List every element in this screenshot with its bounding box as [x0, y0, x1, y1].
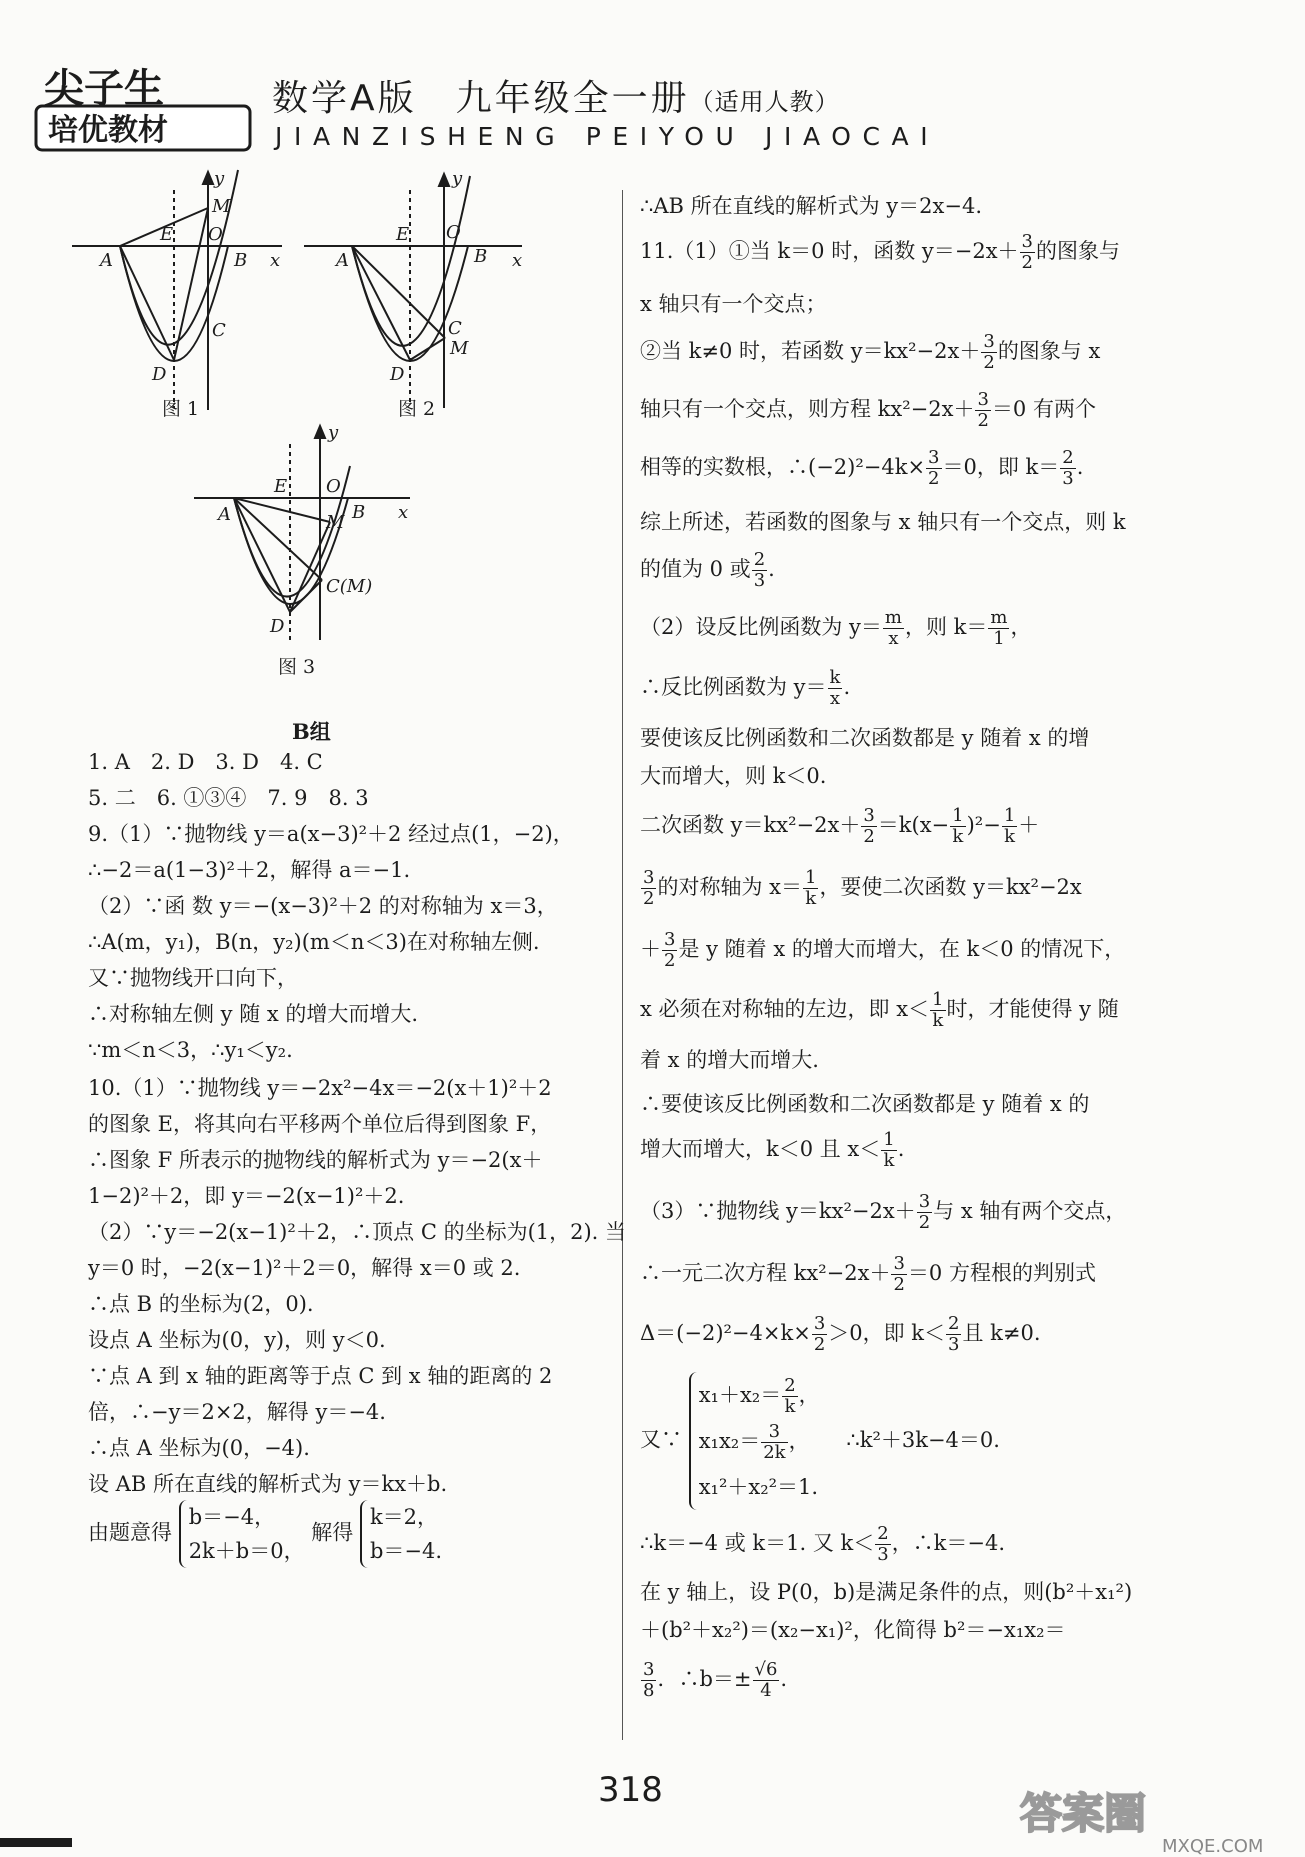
figures — [0, 0, 640, 700]
answer-line: ∴−2＝a(1−3)²＋2，解得 a＝−1. — [88, 858, 411, 882]
corner-mark — [0, 1838, 72, 1847]
fig2-DM — [410, 338, 445, 360]
watermark-url: MXQE.COM — [1162, 1836, 1264, 1856]
logo-bottom-text: 培优教材 — [48, 113, 168, 148]
answer-line: 相等的实数根，∴(−2)²−4k× $\frac{3}{2}$ ＝0，即 k＝ $\frac{2}{3}$ . — [640, 447, 1084, 489]
fig3-label-y: y — [328, 422, 339, 443]
fig1-label-O: O — [208, 224, 223, 245]
answer-line: $\frac{3}{2}$ 的对称轴为 x＝ $\frac{1}{k}$ ，要使二次函数 y＝kx²−2x — [643, 867, 1082, 909]
answer-line: 设点 A 坐标为(0，y)，则 y＜0. — [88, 1328, 386, 1352]
vieta-system-line: 又∵ x₁＋x₂＝ $\frac{2}{k}$ ， x₁x₂＝ $\frac{3}{2k}$ ， x₁²＋x₂²＝1. ∴k²＋3k−4＝0. — [640, 1372, 1000, 1510]
fig3-label-E: E — [274, 476, 288, 497]
fig2-label-M: M — [450, 338, 469, 359]
answer-line: ＋ $\frac{3}{2}$ 是 y 随着 x 的增大而增大，在 k＜0 的情况下， — [640, 929, 1126, 971]
fig2-label-B: B — [474, 246, 488, 267]
fig3-y-arrow — [315, 426, 325, 438]
fig3-AM — [234, 498, 330, 522]
fig1-label-C: C — [212, 320, 226, 341]
fig2-label-x: x — [512, 250, 523, 271]
answer-line: （3）∵抛物线 y＝kx²−2x＋ $\frac{3}{2}$ 与 x 轴有两个交点， — [640, 1191, 1127, 1233]
fig3-label-x: x — [398, 502, 409, 523]
fig2-label-y: y — [452, 168, 463, 189]
answer-line: y＝0 时，−2(x−1)²＋2＝0，解得 x＝0 或 2. — [88, 1256, 521, 1280]
equation-system: b＝−4， 2k＋b＝0， — [179, 1500, 305, 1568]
answer-line: $\frac{3}{8}$ ．∴b＝± $\frac{√6}{4}$ . — [643, 1659, 788, 1701]
answer-line: ∴对称轴左侧 y 随 x 的增大而增大. — [88, 1002, 419, 1026]
answer-line: 1−2)²＋2，即 y＝−2(x−1)²＋2. — [88, 1184, 405, 1208]
solution-system: k＝2， b＝−4. — [360, 1500, 442, 1568]
answer-line: 又∵抛物线开口向下， — [88, 966, 298, 990]
answer-line: 增大而增大，k＜0 且 x＜ $\frac{1}{k}$ . — [640, 1129, 905, 1171]
figure-1 — [72, 170, 282, 410]
answer-line: （2）设反比例函数为 y＝ $\frac{m}{x}$ ，则 k＝ $\frac{m}{1}$ ， — [640, 607, 1032, 649]
answer-line: 5. 二 6. ①③④ 7. 9 8. 3 — [88, 786, 369, 810]
answer-line: 的图象 E，将其向右平移两个单位后得到图象 F， — [88, 1112, 552, 1136]
fig2-label-D: D — [390, 364, 405, 385]
answer-line: 10.（1）∵抛物线 y＝−2x²−4x＝−2(x＋1)²＋2 — [88, 1076, 552, 1100]
fig3-caption: 图 3 — [278, 656, 316, 678]
answer-line: ∴k＝−4 或 k＝1. 又 k＜ $\frac{2}{3}$ ，∴k＝−4. — [640, 1523, 1006, 1565]
fig1-DM — [174, 208, 208, 360]
fig2-AD — [352, 246, 410, 360]
figure-2 — [304, 174, 522, 408]
column-divider — [622, 190, 623, 1740]
answer-line: 的值为 0 或 $\frac{2}{3}$ . — [640, 549, 775, 591]
answer-line: ＋(b²＋x₂²)＝(x₂−x₁)²，化简得 b²＝−x₁x₂＝ — [640, 1618, 1066, 1642]
logo-top-text: 尖子生 — [44, 66, 164, 112]
answer-line: 9.（1）∵抛物线 y＝a(x−3)²＋2 经过点(1，−2)， — [88, 822, 574, 846]
watermark — [1012, 1784, 1298, 1856]
answer-line: ∴要使该反比例函数和二次函数都是 y 随着 x 的 — [640, 1092, 1090, 1116]
answer-line: ②当 k≠0 时，若函数 y＝kx²−2x＋ $\frac{3}{2}$ 的图象与 x — [640, 331, 1101, 373]
answer-line: 要使该反比例函数和二次函数都是 y 随着 x 的增 — [640, 726, 1090, 750]
fig1-AD — [120, 246, 174, 360]
answer-line: 11.（1）①当 k＝0 时，函数 y＝−2x＋ $\frac{3}{2}$ 的图象与 — [640, 231, 1120, 273]
answer-line: ∴图象 F 所表示的抛物线的解析式为 y＝−2(x＋ — [88, 1148, 543, 1172]
book-pinyin: JIANZISHENG PEIYOU JIAOCAI — [275, 122, 940, 151]
answer-line: 1. A 2. D 3. D 4. C — [88, 750, 323, 774]
fig1-label-B: B — [234, 250, 248, 271]
answer-line: ∴点 A 坐标为(0，−4). — [88, 1436, 310, 1460]
answer-line: ∴AB 所在直线的解析式为 y＝2x−4. — [640, 194, 983, 218]
answer-line: 大而增大，则 k＜0. — [640, 764, 827, 788]
fig2-label-A: A — [336, 250, 349, 271]
fig3-label-M: M — [326, 512, 345, 533]
answer-line: 在 y 轴上，设 P(0，b)是满足条件的点，则(b²＋x₁²) — [640, 1580, 1133, 1604]
answer-line: 倍，∴−y＝2×2，解得 y＝−4. — [88, 1400, 386, 1424]
fig1-caption: 图 1 — [162, 398, 200, 420]
answer-line: Δ＝(−2)²−4×k× $\frac{3}{2}$ ＞0，即 k＜ $\frac{2}{3}$ 且 k≠0. — [640, 1313, 1041, 1355]
answer-line: 着 x 的增大而增大. — [640, 1048, 819, 1072]
fig2-y-arrow — [439, 174, 449, 186]
fig2-label-O: O — [446, 222, 461, 243]
answer-line: x 轴只有一个交点； — [640, 292, 827, 316]
answer-line: ∴点 B 的坐标为(2，0). — [88, 1292, 314, 1316]
equation-system-line: 由题意得 b＝−4， 2k＋b＝0， 解得 k＝2， b＝−4. — [88, 1500, 442, 1568]
answer-line: （2）∵y＝−2(x−1)²＋2，∴顶点 C 的坐标为(1，2). 当 — [88, 1220, 627, 1244]
fig3-label-O: O — [326, 476, 341, 497]
fig3-label-D: D — [270, 616, 285, 637]
fig1-label-x: x — [270, 250, 281, 271]
fig1-label-M: M — [212, 196, 231, 217]
watermark-text: 答案圈 — [1020, 1789, 1147, 1838]
fig1-label-y: y — [214, 168, 225, 189]
page-number: 318 — [598, 1770, 663, 1810]
fig2-caption: 图 2 — [398, 398, 436, 420]
answer-line: （2）∵函 数 y＝−(x−3)²＋2 的对称轴为 x＝3， — [88, 894, 558, 918]
book-title: 数学A版 九年级全一册（适用人教） — [272, 78, 840, 119]
fig2-label-E: E — [396, 224, 410, 245]
fig3-AD — [234, 498, 290, 612]
figure-3 — [194, 426, 410, 640]
fig1-label-D: D — [152, 364, 167, 385]
fig3-label-B: B — [352, 502, 366, 523]
answer-line: 轴只有一个交点，则方程 kx²−2x＋ $\frac{3}{2}$ ＝0 有两个 — [640, 389, 1096, 431]
fig1-label-E: E — [160, 224, 174, 245]
fig1-y-arrow — [203, 172, 213, 184]
answer-line: ∵点 A 到 x 轴的距离等于点 C 到 x 轴的距离的 2 — [88, 1364, 553, 1388]
answer-line: ∴一元二次方程 kx²−2x＋ $\frac{3}{2}$ ＝0 方程根的判别式 — [640, 1253, 1096, 1295]
answer-line: ∵m＜n＜3，∴y₁＜y₂. — [88, 1038, 293, 1062]
answer-line: 综上所述，若函数的图象与 x 轴只有一个交点，则 k — [640, 510, 1126, 534]
answer-line: 设 AB 所在直线的解析式为 y＝kx＋b. — [88, 1472, 448, 1496]
fig1-label-A: A — [100, 250, 113, 271]
answer-line: 二次函数 y＝kx²−2x＋ $\frac{3}{2}$ ＝k(x− $\frac{1}{k}$ )²− $\frac{1}{k}$ ＋ — [640, 805, 1040, 847]
answer-line: ∴A(m，y₁)，B(n，y₂)(m＜n＜3)在对称轴左侧. — [88, 930, 540, 954]
group-title: B组 — [292, 719, 331, 744]
answer-line: x 必须在对称轴的左边，即 x＜ $\frac{1}{k}$ 时，才能使得 y 随 — [640, 989, 1119, 1031]
vieta-system: x₁＋x₂＝ $\frac{2}{k}$ ， x₁x₂＝ $\frac{3}{2k}$ ， x₁²＋x₂²＝1. — [689, 1372, 820, 1510]
fig3-label-CM: C(M) — [326, 576, 373, 597]
fig2-label-C: C — [448, 318, 462, 339]
answer-line: ∴反比例函数为 y＝ $\frac{k}{x}$ . — [640, 667, 851, 709]
fig3-label-A: A — [218, 504, 231, 525]
